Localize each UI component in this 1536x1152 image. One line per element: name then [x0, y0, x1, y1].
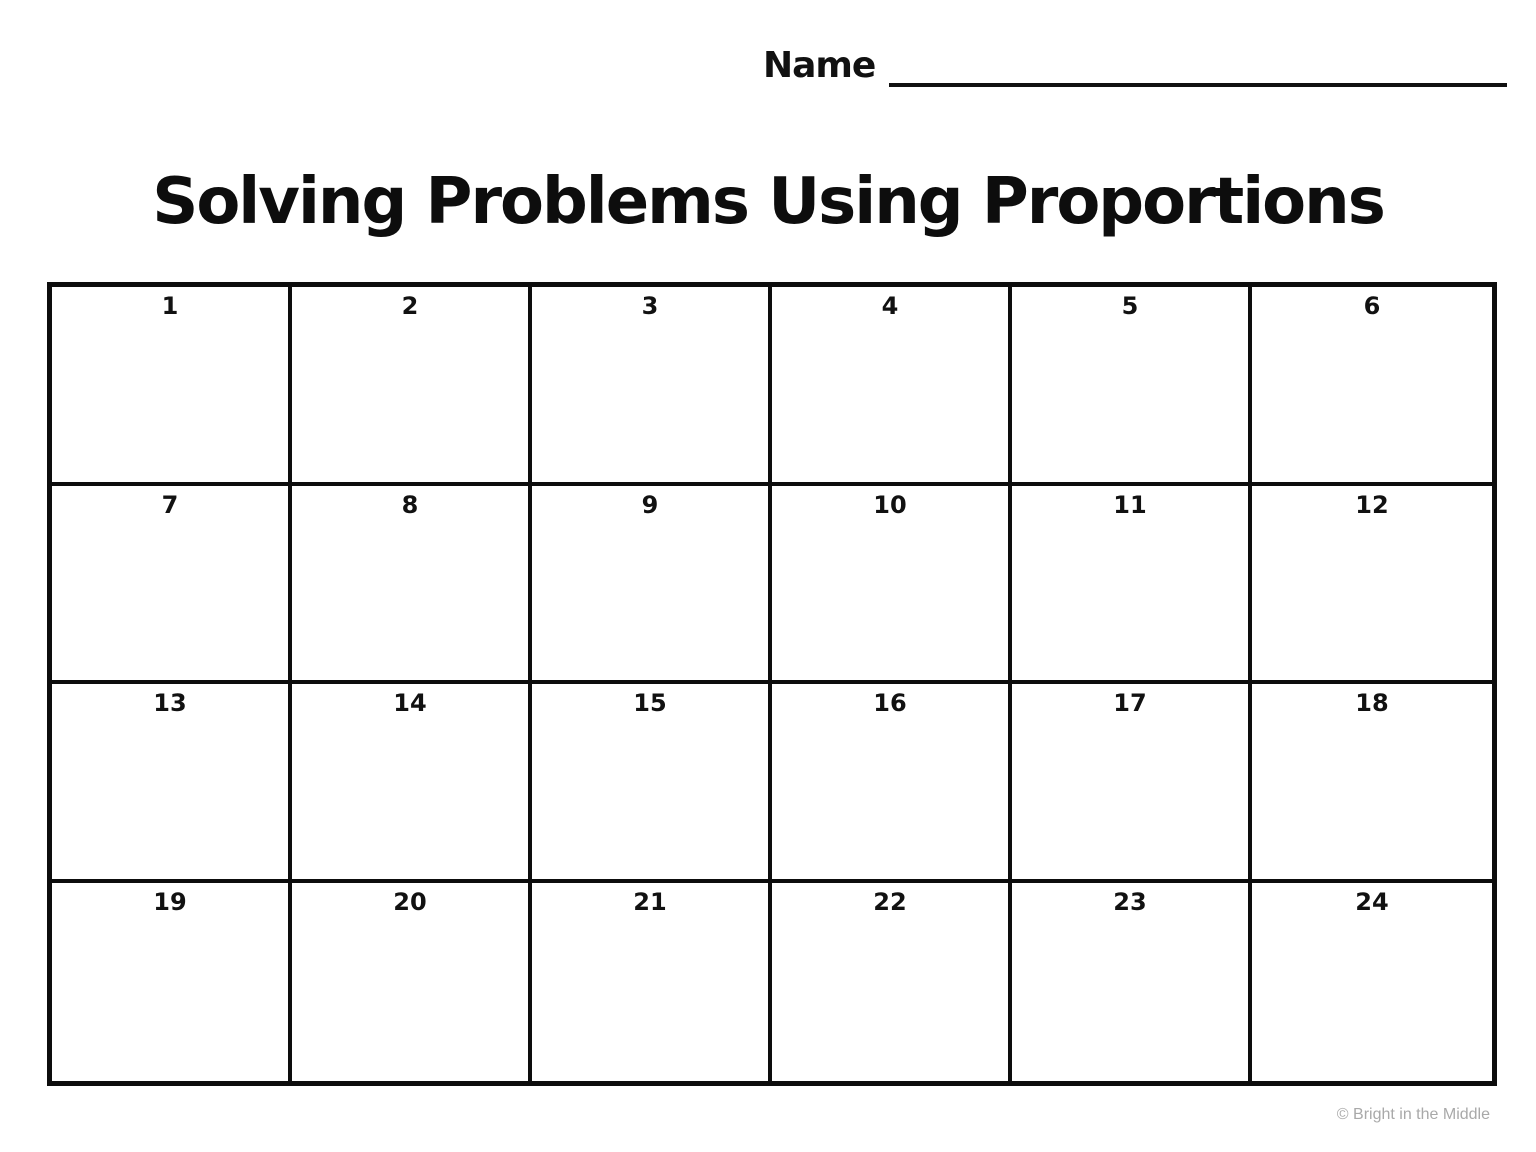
problem-cell	[772, 684, 1012, 883]
problem-cell	[772, 287, 1012, 486]
problem-cell	[1012, 486, 1252, 685]
problem-cell	[1252, 486, 1492, 685]
problem-cell	[292, 287, 532, 486]
problem-cell	[52, 486, 292, 685]
problem-number: 3	[641, 292, 659, 320]
problem-number: 11	[1113, 490, 1147, 519]
problem-cell	[52, 883, 292, 1082]
problem-cell	[532, 684, 772, 883]
problem-number: 6	[1363, 292, 1381, 320]
problem-number: 2	[401, 292, 419, 320]
problem-number: 1	[161, 292, 179, 320]
problem-cell	[1012, 883, 1252, 1082]
problem-cell	[292, 684, 532, 883]
problem-number: 17	[1113, 689, 1147, 717]
problem-cell	[52, 287, 292, 486]
problem-number: 16	[873, 689, 907, 717]
problem-number: 5	[1121, 292, 1139, 320]
problem-cell	[772, 883, 1012, 1082]
problem-number: 9	[641, 490, 659, 519]
problem-cell	[1012, 684, 1252, 883]
problem-cell	[532, 287, 772, 486]
problem-cell	[1252, 883, 1492, 1082]
problem-cell	[532, 883, 772, 1082]
problem-number: 15	[633, 689, 667, 717]
problem-number: 4	[881, 292, 899, 320]
problem-cell	[292, 486, 532, 685]
problem-cell	[532, 486, 772, 685]
problem-number: 21	[633, 887, 667, 916]
name-blank-line	[889, 47, 1507, 87]
problem-cell	[1012, 287, 1252, 486]
name-label: Name	[763, 45, 876, 86]
problems-grid	[47, 282, 1497, 1086]
problem-cell	[772, 486, 1012, 685]
problem-number: 22	[873, 887, 907, 916]
problem-number: 14	[393, 689, 427, 717]
problem-number: 8	[401, 490, 419, 519]
name-row	[763, 44, 1507, 87]
problem-number: 20	[393, 887, 427, 916]
problem-cell	[52, 684, 292, 883]
problem-number: 10	[873, 490, 907, 519]
worksheet-title: Solving Problems Using Proportions	[152, 165, 1384, 239]
problem-number: 12	[1355, 490, 1389, 519]
problem-number: 7	[161, 490, 179, 519]
problem-number: 13	[153, 689, 187, 717]
copyright: © Bright in the Middle	[1336, 1106, 1490, 1123]
problem-number: 23	[1113, 887, 1147, 916]
problem-cell	[1252, 684, 1492, 883]
problem-cell	[292, 883, 532, 1082]
problem-number: 18	[1355, 689, 1389, 717]
problem-cell	[1252, 287, 1492, 486]
problem-number: 24	[1355, 887, 1389, 916]
problem-number: 19	[153, 887, 187, 916]
